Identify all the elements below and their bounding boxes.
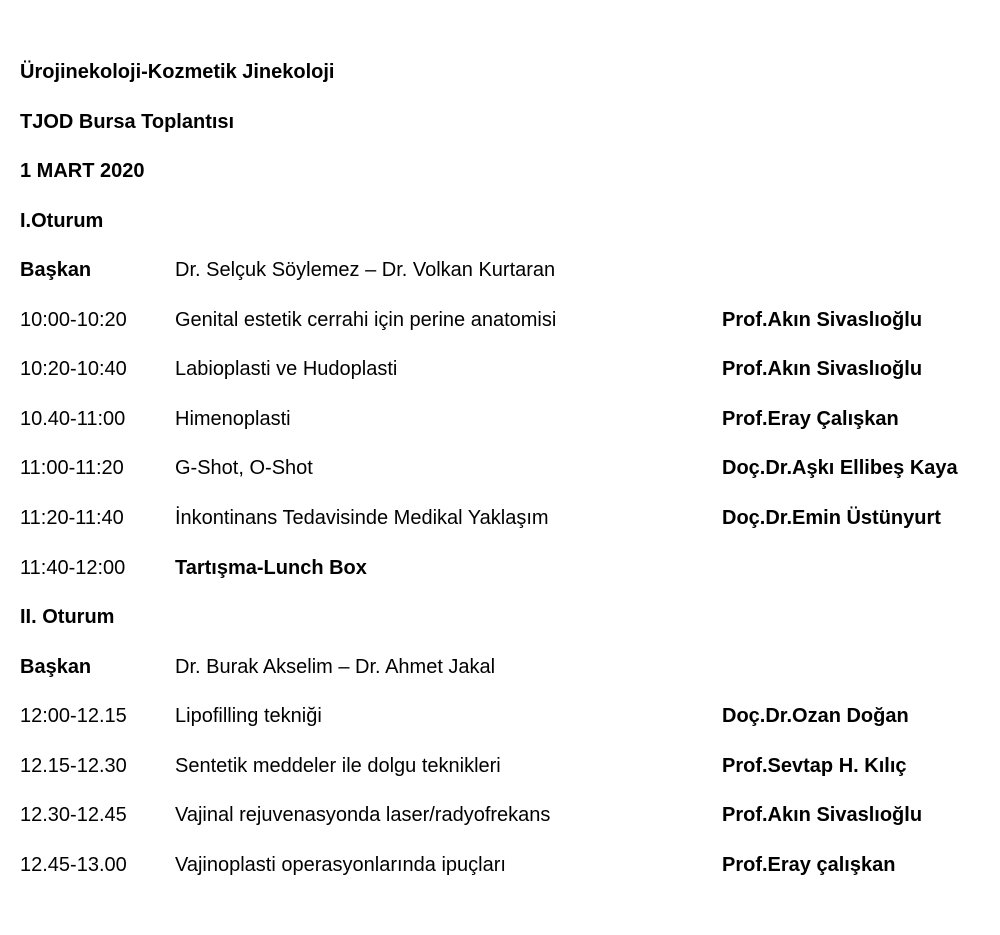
speaker-name: Prof.Akın Sivaslıoğlu bbox=[722, 358, 923, 380]
talk-topic: İnkontinans Tedavisinde Medikal Yaklaşım bbox=[175, 507, 549, 529]
chair-label: Başkan bbox=[20, 656, 92, 678]
talk-topic: Himenoplasti bbox=[175, 408, 291, 430]
talk-topic: G-Shot, O-Shot bbox=[175, 457, 313, 479]
meeting-date: 1 MART 2020 bbox=[20, 160, 145, 182]
time-slot: 10:00-10:20 bbox=[20, 309, 127, 331]
speaker-name: Prof.Eray çalışkan bbox=[722, 854, 896, 876]
talk-topic: Sentetik meddeler ile dolgu teknikleri bbox=[175, 755, 501, 777]
time-slot: 12.45-13.00 bbox=[20, 854, 127, 876]
talk-topic: Lipofilling tekniği bbox=[175, 705, 322, 727]
session-title: I.Oturum bbox=[20, 210, 104, 232]
talk-topic: Labioplasti ve Hudoplasti bbox=[175, 358, 398, 380]
talk-topic: Vajinal rejuvenasyonda laser/radyofrekans bbox=[175, 804, 551, 826]
talk-topic: Vajinoplasti operasyonlarında ipuçları bbox=[175, 854, 506, 876]
meeting-name: TJOD Bursa Toplantısı bbox=[20, 111, 235, 133]
time-slot: 11:40-12:00 bbox=[20, 557, 126, 579]
time-slot: 12.30-12.45 bbox=[20, 804, 127, 826]
session-title: II. Oturum bbox=[20, 606, 115, 628]
document-title: Ürojinekoloji-Kozmetik Jinekoloji bbox=[20, 61, 335, 83]
time-slot: 11:00-11:20 bbox=[20, 457, 124, 479]
talk-topic: Tartışma-Lunch Box bbox=[175, 557, 367, 579]
time-slot: 12.15-12.30 bbox=[20, 755, 127, 777]
time-slot: 11:20-11:40 bbox=[20, 507, 124, 529]
speaker-name: Prof.Akın Sivaslıoğlu bbox=[722, 804, 923, 826]
time-slot: 10.40-11:00 bbox=[20, 408, 126, 430]
time-slot: 12:00-12.15 bbox=[20, 705, 127, 727]
speaker-name: Doç.Dr.Ozan Doğan bbox=[722, 705, 909, 727]
session-chairs: Dr. Selçuk Söylemez – Dr. Volkan Kurtaran bbox=[175, 259, 556, 281]
speaker-name: Prof.Akın Sivaslıoğlu bbox=[722, 309, 923, 331]
time-slot: 10:20-10:40 bbox=[20, 358, 127, 380]
speaker-name: Prof.Eray Çalışkan bbox=[722, 408, 899, 430]
speaker-name: Doç.Dr.Aşkı Ellibeş Kaya bbox=[722, 457, 958, 479]
session-chairs: Dr. Burak Akselim – Dr. Ahmet Jakal bbox=[175, 656, 496, 678]
chair-label: Başkan bbox=[20, 259, 92, 281]
speaker-name: Prof.Sevtap H. Kılıç bbox=[722, 755, 907, 777]
speaker-name: Doç.Dr.Emin Üstünyurt bbox=[722, 507, 941, 529]
talk-topic: Genital estetik cerrahi için perine anatomisi bbox=[175, 309, 557, 331]
